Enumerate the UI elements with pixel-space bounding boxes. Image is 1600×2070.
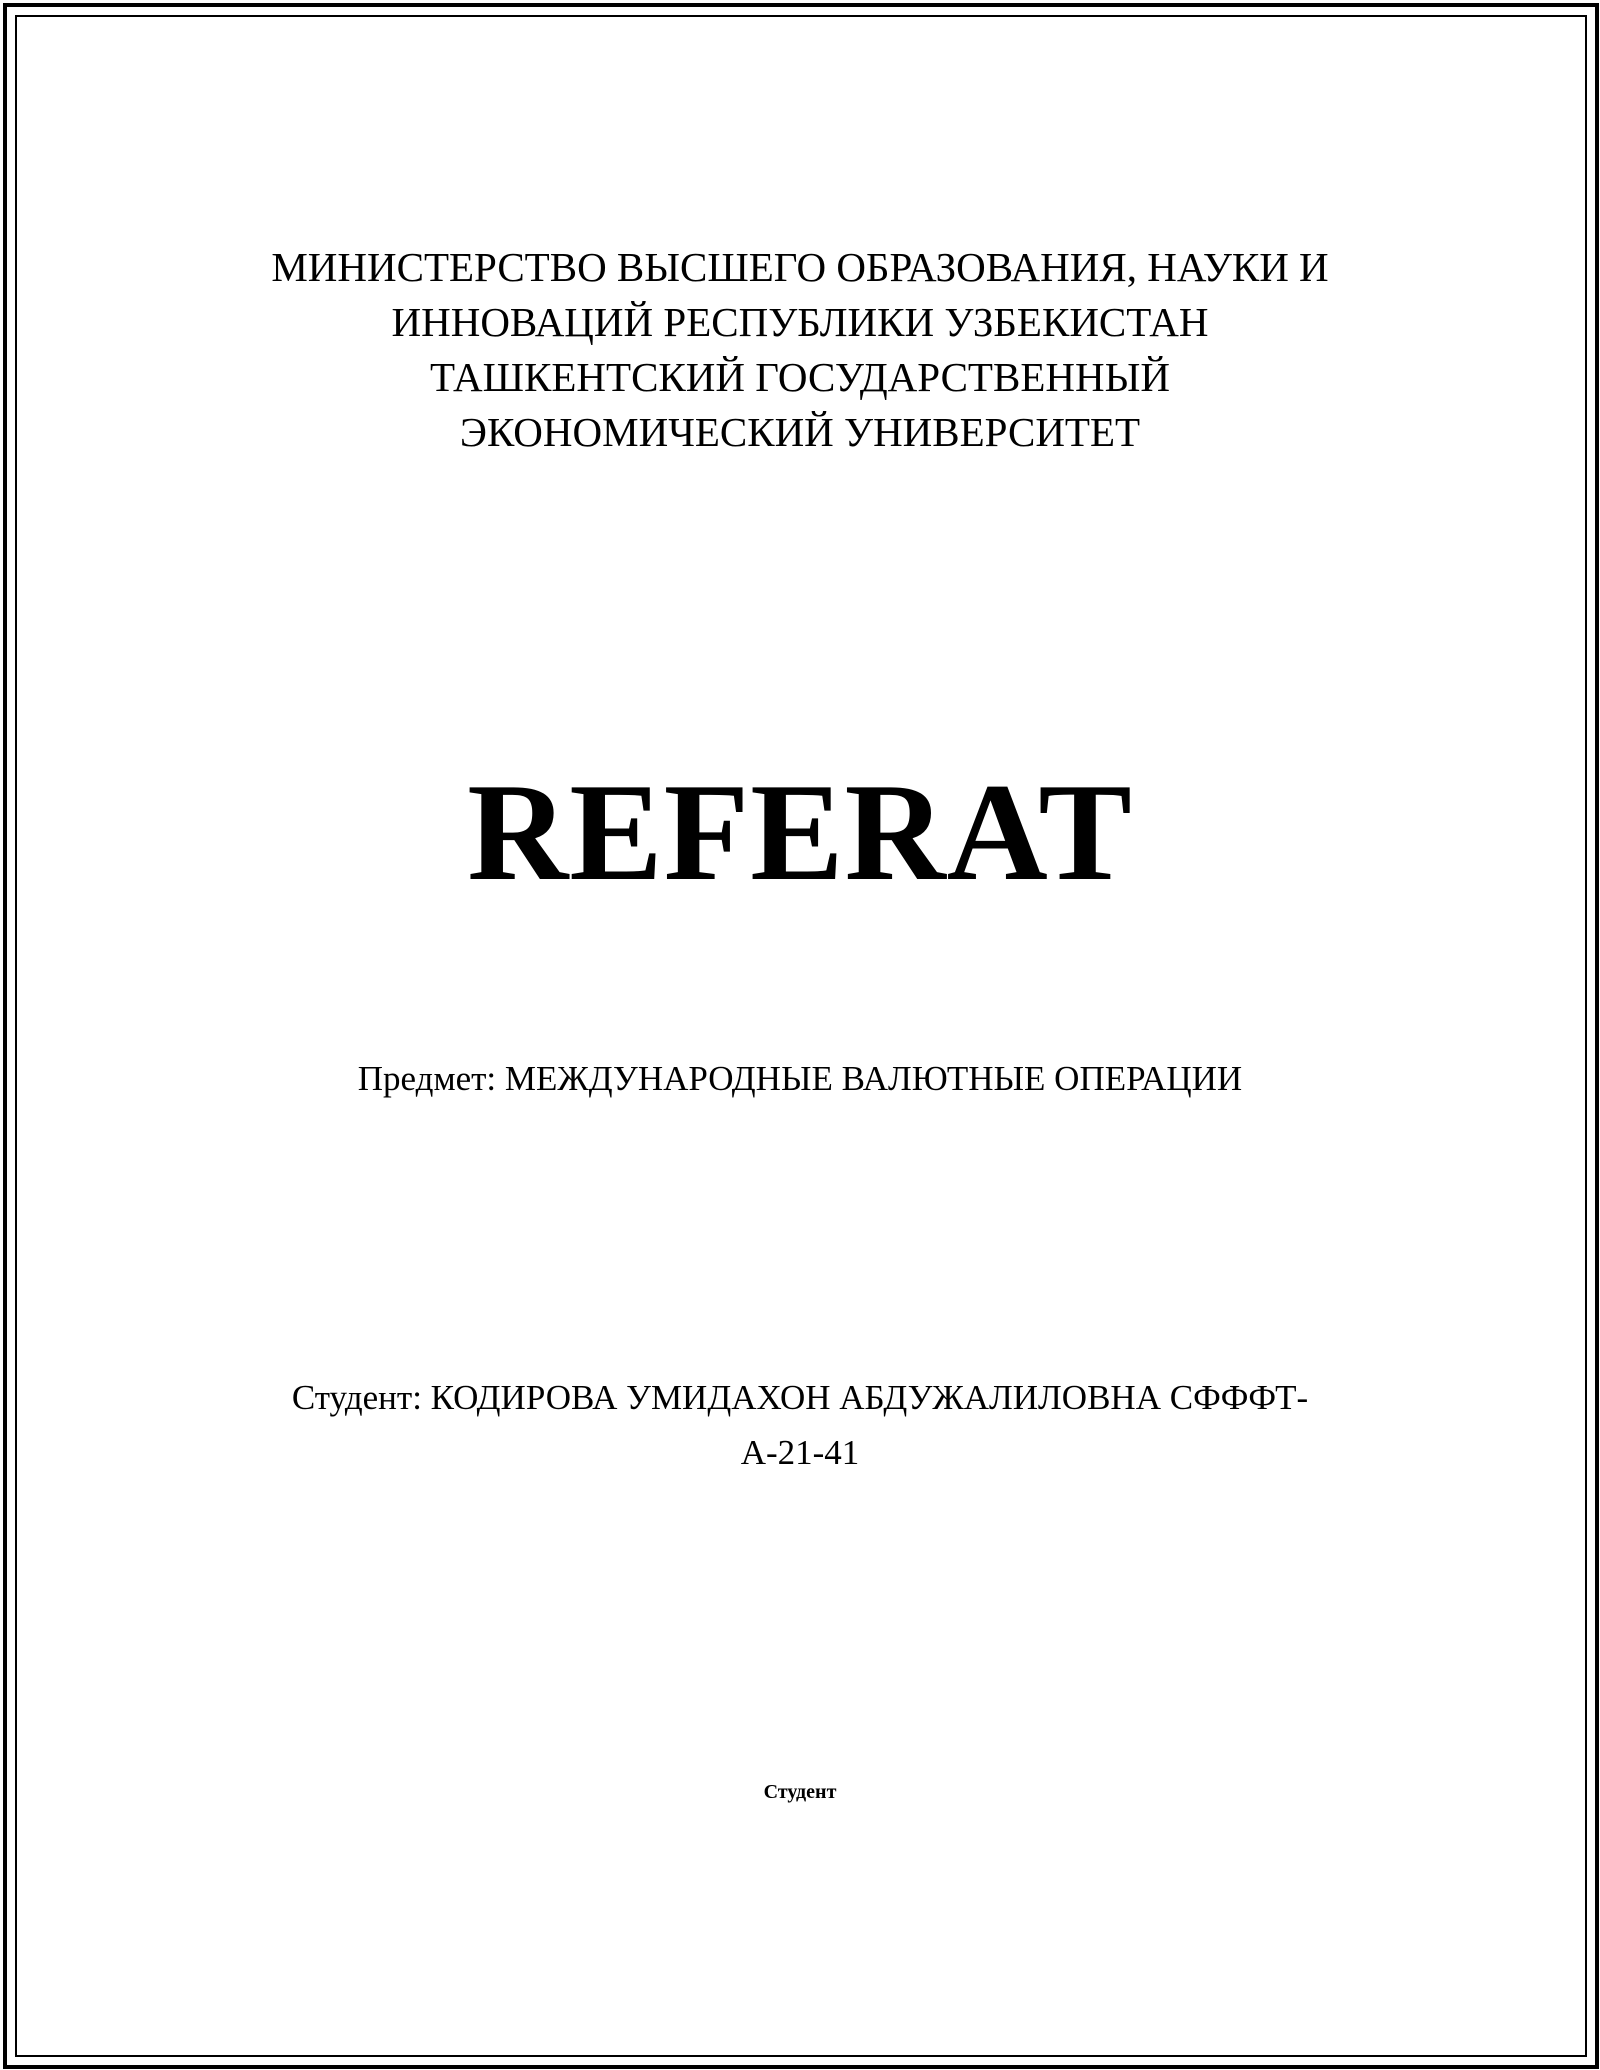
subject-line: Предмет: МЕЖДУНАРОДНЫЕ ВАЛЮТНЫЕ ОПЕРАЦИИ bbox=[357, 1059, 1243, 1098]
student-info bbox=[0, 1370, 1600, 1480]
student-line: А-21-41 bbox=[740, 1433, 860, 1472]
ministry-header bbox=[0, 240, 1600, 460]
ministry-line: МИНИСТЕРСТВО ВЫСШЕГО ОБРАЗОВАНИЯ, НАУКИ И bbox=[271, 244, 1329, 290]
signature-label: Студент bbox=[763, 1781, 837, 1803]
document-type-title: REFERAT bbox=[467, 755, 1133, 910]
ministry-line: ИННОВАЦИЙ РЕСПУБЛИКИ УЗБЕКИСТАН bbox=[391, 299, 1209, 345]
student-line: Студент: КОДИРОВА УМИДАХОН АБДУЖАЛИЛОВНА СФФФТ- bbox=[291, 1378, 1309, 1417]
ministry-line: ТАШКЕНТСКИЙ ГОСУДАРСТВЕННЫЙ bbox=[430, 354, 1170, 400]
ministry-line: ЭКОНОМИЧЕСКИЙ УНИВЕРСИТЕТ bbox=[459, 409, 1141, 455]
